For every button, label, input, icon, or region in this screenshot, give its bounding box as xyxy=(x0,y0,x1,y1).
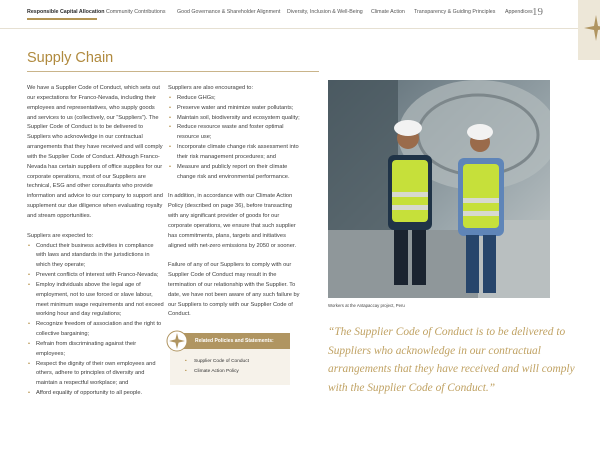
related-policies-header xyxy=(170,333,290,349)
related-policy-link[interactable]: • Climate Action Policy xyxy=(185,367,249,377)
list-item: • Prevent conflicts of interest with Franco-Nevada; xyxy=(27,271,165,281)
star-compass-icon xyxy=(578,0,600,60)
failure-paragraph: Failure of any of our Suppliers to comply with our Supplier Code of Conduct may result in the termination of our relationship with the Supplier. To date, we have not been aware of any such failure by our Suppliers to comply with our Supplier Code of Conduct. xyxy=(168,262,300,318)
list-item: • Reduce resource waste and foster optimal resource use; xyxy=(168,123,300,143)
nav-tab-climate-action[interactable]: Climate Action xyxy=(371,9,405,15)
related-policies-list xyxy=(185,357,249,377)
related-policies-box xyxy=(170,333,290,385)
nav-tab-diversity-inclusion[interactable]: Diversity, Inclusion & Well-Being xyxy=(287,9,363,15)
column-left xyxy=(27,84,165,399)
list-item: • Reduce GHGs; xyxy=(168,94,300,104)
active-tab-indicator xyxy=(27,18,97,20)
list-item: • Measure and publicly report on their climate change risk and environmental performance. xyxy=(168,163,300,183)
list-item: • Conduct their business activities in compliance with laws and standards in the jurisdictions in which they operate; xyxy=(27,242,165,272)
related-policies-heading: Related Policies and Statements: xyxy=(195,338,274,344)
nav-tab-transparency[interactable]: Transparency & Guiding Principles xyxy=(414,9,496,15)
workers-photo xyxy=(328,80,550,298)
list-item: • Maintain soil, biodiversity and ecosystem quality; xyxy=(168,114,300,124)
related-policy-link[interactable]: • Supplier Code of Conduct xyxy=(185,357,249,367)
pull-quote: “The Supplier Code of Conduct is to be delivered to Suppliers who acknowledge in our contractual arrangements that they have received and will comply with the Supplier Code of Conduct.” xyxy=(328,326,575,394)
header-divider xyxy=(0,28,600,29)
page-number: 19 xyxy=(532,6,543,18)
nav-tab-good-governance[interactable]: Good Governance & Shareholder Alignment xyxy=(177,9,281,15)
list-item: • Refrain from discriminating against their employees; xyxy=(27,340,165,360)
star-badge-icon xyxy=(166,330,188,352)
nav-tab-responsible-capital-allocation[interactable]: Responsible Capital Allocation xyxy=(27,9,105,15)
list-item: • Respect the dignity of their own employees and others, adhere to principles of diversity and maintain a respectful workplace; and xyxy=(27,360,165,390)
list-item: • Preserve water and minimize water pollutants; xyxy=(168,104,300,114)
list-item: • Afford equality of opportunity to all people. xyxy=(27,389,165,399)
list-item: • Incorporate climate change risk assessment into their risk management procedures; and xyxy=(168,143,300,163)
intro-paragraph: We have a Supplier Code of Conduct, which sets out our expectations for Franco-Nevada, including their employees and representatives, who supply goods and services to us (collectively, our “Suppliers”). The Supplier Code of Conduct is to be delivered to Suppliers who acknowledge in our contractual arrangements that they have received and will comply with the Supplier Code of Conduct. Although Franco-Nevada has certain suppliers of office supplies for our corporate operations, most of our Suppliers are technical, ESG and other consultants who provide information and advice to our company to support and supplement our due diligence when evaluating royalty and stream opportunities. xyxy=(27,85,163,219)
encouraged-heading: Suppliers are also encouraged to: xyxy=(168,85,254,91)
page-title: Supply Chain xyxy=(27,50,114,66)
photo-caption: Workers at the Antapaccay project, Peru xyxy=(328,303,405,308)
expected-list xyxy=(27,242,165,400)
list-item: • Employ individuals above the legal age of employment, not to use forced or slave labour, meet minimum wage requirements and not exceed working hour and day regulations; xyxy=(27,281,165,320)
title-divider xyxy=(27,71,319,72)
encouraged-list xyxy=(168,94,300,183)
top-navigation xyxy=(0,0,600,28)
list-item: • Recognize freedom of association and the right to collective bargaining; xyxy=(27,320,165,340)
column-middle xyxy=(168,84,300,330)
climate-policy-paragraph: In addition, in accordance with our Climate Action Policy (described on page 36), before transacting with any significant provider of goods for our corporate operations, we ensure that such supplier has commitments, plans, targets and initiatives aligned with net-zero emissions by 2050 or sooner. xyxy=(168,193,297,249)
expected-heading: Suppliers are expected to: xyxy=(27,232,94,239)
nav-tab-appendices[interactable]: Appendices xyxy=(505,9,533,15)
nav-tab-community-contributions[interactable]: Community Contributions xyxy=(106,9,166,15)
